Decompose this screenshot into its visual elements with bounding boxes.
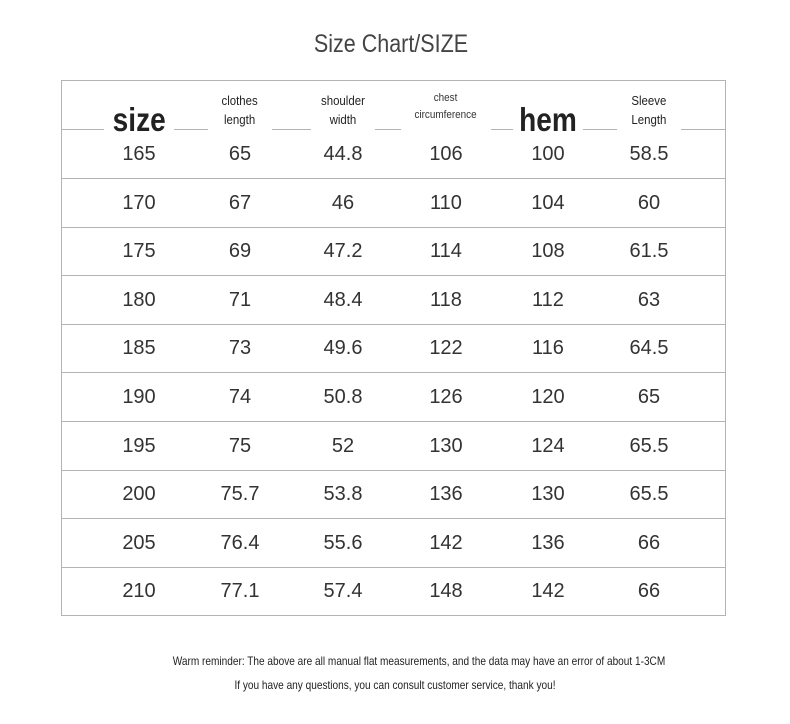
table-cell: 165	[122, 143, 156, 165]
header-label: hem	[519, 101, 577, 138]
table-row	[62, 324, 725, 373]
warm-reminder-note: Warm reminder: The above are all manual flat measurements, and the data may have an error of about 1-3CM	[172, 654, 666, 668]
header-cell-2	[311, 81, 375, 130]
page-title: Size Chart/SIZE	[313, 30, 469, 58]
table-cell: 170	[122, 191, 156, 214]
table-cell: 48.4	[323, 288, 363, 311]
table-cell: 74	[228, 386, 252, 408]
header-cell-3	[401, 81, 491, 130]
table-row	[62, 519, 725, 568]
table-cell: 71	[228, 288, 252, 311]
table-cell: 75.7	[220, 483, 260, 506]
table-cell: 57.4	[323, 580, 363, 603]
header-label: Sleeve Length	[631, 92, 667, 127]
header-label: size	[112, 101, 166, 138]
table-cell: 49.6	[323, 337, 363, 360]
table-cell: 66	[637, 531, 661, 554]
table-cell: 52	[331, 434, 355, 457]
table-cell: 67	[228, 191, 252, 214]
table-cell: 61.5	[629, 240, 669, 263]
table-cell: 76.4	[220, 531, 260, 554]
table-cell: 63	[637, 288, 661, 311]
table-cell: 73	[228, 337, 252, 360]
table-cell: 69	[228, 240, 252, 263]
table-row	[62, 276, 725, 325]
table-cell: 120	[531, 386, 565, 408]
table-cell: 130	[429, 434, 463, 457]
table-cell: 55.6	[323, 531, 363, 554]
table-cell: 65	[637, 386, 661, 408]
table-cell: 210	[122, 580, 156, 603]
table-cell: 110	[430, 191, 462, 214]
table-cell: 46	[331, 191, 355, 214]
table-cell: 130	[531, 483, 565, 506]
table-cell: 136	[429, 483, 463, 506]
table-cell: 124	[531, 434, 565, 457]
table-cell: 106	[429, 143, 463, 165]
table-cell: 65	[228, 143, 252, 165]
header-cell-1	[208, 81, 272, 130]
table-header-row	[62, 81, 725, 138]
table-cell: 200	[122, 483, 156, 506]
table-cell: 142	[429, 531, 463, 554]
table-cell: 185	[122, 337, 156, 360]
table-cell: 65.5	[629, 483, 669, 506]
header-label: chest circumference	[414, 92, 478, 121]
size-chart-table	[61, 80, 726, 616]
header-label: clothes length	[221, 92, 259, 127]
table-cell: 100	[531, 143, 565, 165]
table-cell: 60	[637, 191, 661, 214]
table-cell: 77.1	[220, 580, 260, 603]
header-cell-4	[513, 81, 583, 138]
table-cell: 180	[122, 288, 156, 311]
table-cell: 44.8	[323, 143, 363, 165]
header-cell-5	[617, 81, 681, 130]
table-cell: 190	[122, 386, 156, 408]
table-cell: 114	[430, 240, 462, 263]
table-row	[62, 567, 725, 616]
table-cell: 205	[122, 531, 156, 554]
table-cell: 142	[531, 580, 565, 603]
table-cell: 122	[429, 337, 463, 360]
table-cell: 58.5	[629, 143, 669, 165]
table-cell: 118	[430, 288, 462, 311]
table-cell: 53.8	[323, 483, 363, 506]
table-cell: 66	[637, 580, 661, 603]
table-cell: 148	[429, 580, 463, 603]
customer-service-note: If you have any questions, you can consult customer service, thank you!	[234, 678, 556, 692]
table-cell: 126	[429, 386, 463, 408]
table-row	[62, 470, 725, 519]
table-cell: 104	[531, 191, 565, 214]
table-cell: 64.5	[629, 337, 669, 360]
table-row	[62, 422, 725, 471]
table-row	[62, 130, 725, 179]
table-cell: 65.5	[629, 434, 669, 457]
table-cell: 112	[532, 288, 564, 311]
table-cell: 75	[228, 434, 252, 457]
table-cell: 195	[122, 434, 156, 457]
table-cell: 175	[122, 240, 156, 263]
table-row	[62, 373, 725, 422]
table-cell: 136	[531, 531, 565, 554]
table-cell: 116	[532, 337, 564, 360]
table-cell: 108	[531, 240, 565, 263]
table-cell: 47.2	[323, 240, 363, 263]
header-label: shoulder width	[321, 92, 365, 127]
header-cell-0	[104, 81, 174, 138]
table-cell: 50.8	[323, 386, 363, 408]
table-row	[62, 227, 725, 276]
table-row	[62, 179, 725, 228]
